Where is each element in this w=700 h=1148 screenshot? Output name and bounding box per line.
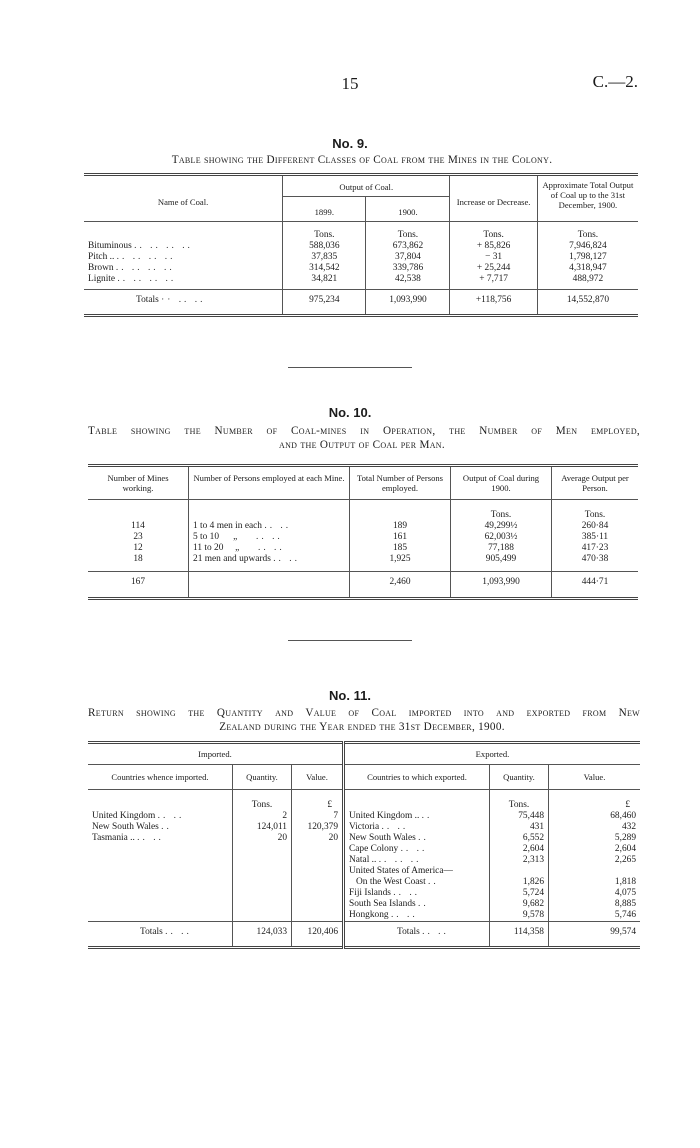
import-country: Tasmania .. xyxy=(92,833,135,843)
export-country: New South Wales xyxy=(349,833,416,843)
mines-count: 18 xyxy=(88,554,189,572)
table-row: Tasmania .. .. .. 20 20 New South Wales .. 6,552 5,289 xyxy=(88,833,640,844)
t9-header-1900: 1900. xyxy=(366,197,450,222)
mines-count: 12 xyxy=(88,543,189,554)
output-coal: 49,299½ xyxy=(451,521,552,532)
value-1900: 42,538 xyxy=(366,274,450,290)
t9-header-incdec: Increase or Decrease. xyxy=(450,175,537,222)
section-divider xyxy=(288,640,412,641)
table-row: 12 11 to 20 „ .. .. 185 77,188 417·23 xyxy=(88,543,638,554)
table10-number: No. 10. xyxy=(328,405,372,420)
page-number: 15 xyxy=(341,74,359,93)
t11-unit-qty: Tons. xyxy=(233,790,292,812)
t11-header-from: Countries whence imported. xyxy=(88,765,233,790)
table-row: Pitch .. .. .. .. .. 37,835 37,804 − 31 1,798,127 xyxy=(84,252,638,263)
table10-caption-line2: and the Output of Coal per Man. xyxy=(279,439,445,451)
table-row: Hongkong .. .. 9,578 5,746 xyxy=(88,910,640,922)
export-val: 8,885 xyxy=(614,899,636,909)
table11 xyxy=(88,741,640,949)
export-qty: 9,578 xyxy=(490,910,549,922)
import-country: New South Wales xyxy=(92,822,159,832)
output-coal: 905,499 xyxy=(451,554,552,572)
export-val: 5,746 xyxy=(614,910,636,920)
t11-unit-val: £ xyxy=(327,800,332,810)
t9-header-name: Name of Coal. xyxy=(84,175,283,222)
diff-value: 25,244 xyxy=(484,263,511,273)
t10-header-total: Total Number of Persons employed. xyxy=(350,466,451,500)
export-val: 5,289 xyxy=(614,833,636,843)
approx-total: 488,972 xyxy=(572,274,604,284)
export-val: 1,818 xyxy=(614,877,636,887)
persons-range: 1 to 4 men in each xyxy=(193,521,262,531)
table11-number: No. 11. xyxy=(329,688,371,703)
value-1900: 673,862 xyxy=(366,241,450,252)
persons-range: 5 to 10 „ xyxy=(193,532,238,542)
totals-label: Totals xyxy=(136,295,159,305)
export-country: Hongkong xyxy=(349,910,389,920)
approx-total: 7,946,824 xyxy=(569,241,607,251)
total-persons-sum: 2,460 xyxy=(350,572,451,599)
avg-output: 470·38 xyxy=(581,554,609,564)
value-1899: 314,542 xyxy=(283,263,366,274)
import-val: 120,379 xyxy=(307,822,338,832)
table-row: Natal .. .. .. .. 2,313 2,265 xyxy=(88,855,640,866)
value-1899: 37,835 xyxy=(283,252,366,263)
t11-header-exported: Exported. xyxy=(344,743,641,765)
export-val: 68,460 xyxy=(610,811,636,821)
table-row: United Kingdom .. .. 2 7 United Kingdom .. .. 75,448 68,460 xyxy=(88,811,640,822)
table-row: Bituminous .. .. .. .. 588,036 673,862 + 85,826 7,946,824 xyxy=(84,241,638,252)
table11-caption-line1: Return showing the Quantity and Value of Coal imported into and exported from New xyxy=(88,707,640,719)
section-divider xyxy=(288,367,412,368)
export-val: 2,265 xyxy=(614,855,636,865)
table-row: 114 1 to 4 men in each .. .. 189 49,299½ 260·84 xyxy=(88,521,638,532)
export-val: 432 xyxy=(621,822,636,832)
diff-sign: + xyxy=(476,241,483,251)
coal-name: Brown xyxy=(88,263,114,273)
import-total-val: 120,406 xyxy=(307,927,338,937)
table-row xyxy=(88,866,640,877)
persons-range: 11 to 20 „ xyxy=(193,543,240,553)
table-row: New South Wales .. 124,011 120,379 Victoria .. .. 431 432 xyxy=(88,822,640,833)
table-row: Cape Colony .. .. 2,604 2,604 xyxy=(88,844,640,855)
table-row: Brown .. .. .. .. 314,542 339,786 + 25,244 4,318,947 xyxy=(84,263,638,274)
table-row: 18 21 men and upwards .. .. 1,925 905,499 470·38 xyxy=(88,554,638,572)
page-reference: C.—2. xyxy=(592,72,638,91)
total-persons: 161 xyxy=(350,532,451,543)
mines-count: 23 xyxy=(88,532,189,543)
import-val: 7 xyxy=(333,811,338,821)
export-country: Fiji Islands xyxy=(349,888,391,898)
value-1899: 588,036 xyxy=(283,241,366,252)
export-country: United States of America— xyxy=(344,866,490,877)
import-country: United Kingdom xyxy=(92,811,156,821)
import-qty: 20 xyxy=(233,833,292,844)
table11-caption-line2: Zealand during the Year ended the 31st December, 1900. xyxy=(219,721,505,733)
t11-header-to: Countries to which exported. xyxy=(344,765,490,790)
export-country: On the West Coast xyxy=(349,877,426,887)
diff-sign: + xyxy=(479,274,485,284)
total-1900: 1,093,990 xyxy=(366,290,450,316)
t10-header-persons: Number of Persons employed at each Mine. xyxy=(189,466,350,500)
t11-header-imported: Imported. xyxy=(198,749,232,759)
avg-output: 385·11 xyxy=(581,532,609,542)
t9-header-output: Output of Coal. xyxy=(283,175,450,197)
approx-total: 4,318,947 xyxy=(569,263,607,273)
diff-sign: + xyxy=(476,263,483,273)
coal-name: Pitch .. xyxy=(88,252,115,262)
export-qty: 431 xyxy=(490,822,549,833)
table-row: South Sea Islands .. 9,682 8,885 xyxy=(88,899,640,910)
t11-header-qty: Quantity. xyxy=(490,765,549,790)
total-1899: 975,234 xyxy=(283,290,366,316)
diff-value: 31 xyxy=(492,252,503,262)
t10-unit: Tons. xyxy=(584,510,606,520)
t10-header-output: Output of Coal during 1900. xyxy=(451,466,552,500)
t9-header-approx: Approximate Total Output of Coal up to the 31st December, 1900. xyxy=(542,180,634,210)
import-total-qty: 124,033 xyxy=(233,922,292,948)
t9-unit: Tons. xyxy=(577,230,599,240)
export-country: Cape Colony xyxy=(349,844,399,854)
value-1899: 34,821 xyxy=(283,274,366,290)
total-output: 1,093,990 xyxy=(451,572,552,599)
diff-value: 7,717 xyxy=(486,274,508,284)
t9-unit: Tons. xyxy=(366,222,450,242)
diff-value: 85,826 xyxy=(484,241,511,251)
avg-output: 260·84 xyxy=(581,521,609,531)
mines-count: 114 xyxy=(88,521,189,532)
total-approx: 14,552,870 xyxy=(566,295,609,305)
import-qty: 124,011 xyxy=(233,822,292,833)
export-qty: 6,552 xyxy=(490,833,549,844)
t11-unit-qty: Tons. xyxy=(490,790,549,812)
coal-name: Lignite xyxy=(88,274,116,284)
t11-header-val: Value. xyxy=(306,772,328,782)
export-totals-label: Totals xyxy=(397,927,420,937)
table-row: Lignite .. .. .. .. 34,821 42,538 + 7,717 488,972 xyxy=(84,274,638,290)
table9-number: No. 9. xyxy=(332,136,368,151)
table10-caption-line1: Table showing the Number of Coal-mines in Operation, the Number of Men employed, xyxy=(88,425,640,437)
t9-unit: Tons. xyxy=(450,222,537,242)
total-persons: 189 xyxy=(350,521,451,532)
avg-output: 417·23 xyxy=(581,543,609,553)
total-mines: 167 xyxy=(88,572,189,599)
total-persons: 185 xyxy=(350,543,451,554)
export-country: Victoria xyxy=(349,822,380,832)
export-val: 4,075 xyxy=(614,888,636,898)
import-totals-label: Totals xyxy=(140,927,163,937)
export-country: South Sea Islands xyxy=(349,899,416,909)
value-1900: 339,786 xyxy=(366,263,450,274)
export-country: United Kingdom .. xyxy=(349,811,420,821)
export-total-qty: 114,358 xyxy=(490,922,549,948)
table10 xyxy=(88,464,638,600)
import-val: 20 xyxy=(328,833,338,843)
t11-unit-val: £ xyxy=(625,800,630,810)
t9-unit: Tons. xyxy=(283,222,366,242)
value-1900: 37,804 xyxy=(366,252,450,263)
t11-header-qty: Quantity. xyxy=(233,765,292,790)
export-qty: 2,313 xyxy=(490,855,549,866)
totals-row: Totals ·· .. .. 975,234 1,093,990 +118,756 14,552,870 xyxy=(84,290,638,316)
total-persons: 1,925 xyxy=(350,554,451,572)
import-qty: 2 xyxy=(233,811,292,822)
table-row: On the West Coast .. 1,826 1,818 xyxy=(88,877,640,888)
diff-sign: − xyxy=(485,252,491,262)
persons-range: 21 men and upwards xyxy=(193,554,271,564)
export-qty: 75,448 xyxy=(490,811,549,822)
t11-header-val: Value. xyxy=(583,772,606,782)
export-total-val: 99,574 xyxy=(610,927,636,937)
t10-header-mines: Number of Mines working. xyxy=(88,466,189,500)
total-diff: +118,756 xyxy=(450,290,537,316)
t9-header-1899: 1899. xyxy=(283,197,366,222)
output-coal: 62,003½ xyxy=(451,532,552,543)
export-qty: 2,604 xyxy=(490,844,549,855)
table9 xyxy=(84,173,638,317)
table-row: Fiji Islands .. .. 5,724 4,075 xyxy=(88,888,640,899)
totals-row xyxy=(88,572,638,599)
export-qty: 9,682 xyxy=(490,899,549,910)
export-qty: 5,724 xyxy=(490,888,549,899)
export-val: 2,604 xyxy=(614,844,636,854)
export-qty: 1,826 xyxy=(490,877,549,888)
output-coal: 77,188 xyxy=(451,543,552,554)
total-avg: 444·71 xyxy=(581,577,609,587)
export-country: Natal .. xyxy=(349,855,377,865)
t10-header-avg: Average Output per Person. xyxy=(561,473,629,493)
coal-name: Bituminous xyxy=(88,241,132,251)
table9-caption: Table showing the Different Classes of Coal from the Mines in the Colony. xyxy=(171,154,553,166)
t10-unit: Tons. xyxy=(451,500,552,522)
table-row: 23 5 to 10 „ .. .. 161 62,003½ 385·11 xyxy=(88,532,638,543)
approx-total: 1,798,127 xyxy=(569,252,607,262)
totals-row: Totals .. .. 124,033 120,406 Totals .. .. 114,358 99,574 xyxy=(88,922,640,948)
